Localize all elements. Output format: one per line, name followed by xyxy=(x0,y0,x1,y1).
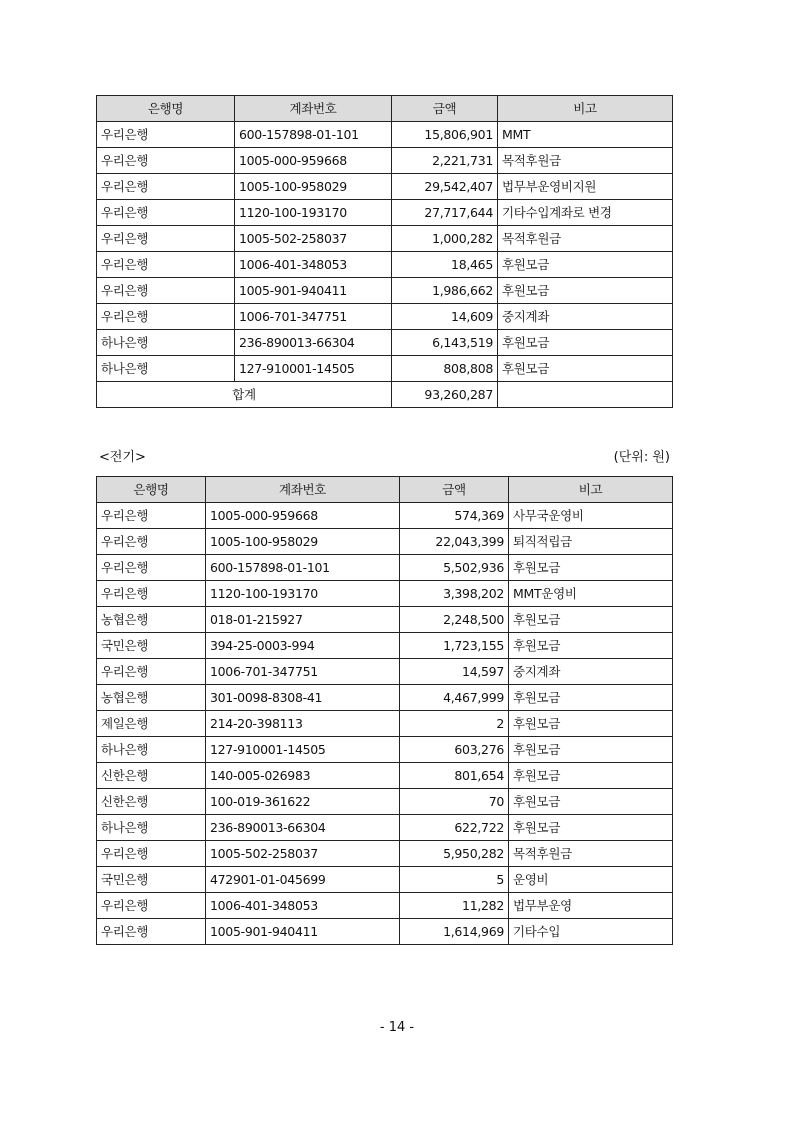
amount-cell: 1,000,282 xyxy=(392,226,498,252)
amount-cell: 6,143,519 xyxy=(392,330,498,356)
account-number-cell: 1006-701-347751 xyxy=(235,304,392,330)
bank-name-cell: 우리은행 xyxy=(97,226,235,252)
note-cell: 법무부운영비지원 xyxy=(498,174,673,200)
amount-cell: 70 xyxy=(400,789,509,815)
bank-name-cell: 우리은행 xyxy=(97,659,206,685)
note-cell: 후원모금 xyxy=(509,555,673,581)
note-cell: 후원모금 xyxy=(509,607,673,633)
account-number-cell: 1006-401-348053 xyxy=(235,252,392,278)
table-row xyxy=(97,659,673,685)
account-number-cell: 301-0098-8308-41 xyxy=(206,685,400,711)
account-number-cell: 472901-01-045699 xyxy=(206,867,400,893)
account-number-cell: 1005-100-958029 xyxy=(235,174,392,200)
amount-cell: 11,282 xyxy=(400,893,509,919)
account-number-cell: 1005-901-940411 xyxy=(206,919,400,945)
bank-name-cell: 우리은행 xyxy=(97,581,206,607)
total-note-cell xyxy=(498,382,673,408)
bank-name-cell: 신한은행 xyxy=(97,789,206,815)
account-number-cell: 018-01-215927 xyxy=(206,607,400,633)
total-value: 93,260,287 xyxy=(392,382,498,408)
amount-cell: 2,248,500 xyxy=(400,607,509,633)
account-number-cell: 1120-100-193170 xyxy=(206,581,400,607)
amount-cell: 808,808 xyxy=(392,356,498,382)
bank-name-cell: 우리은행 xyxy=(97,304,235,330)
account-number-cell: 236-890013-66304 xyxy=(235,330,392,356)
table-row xyxy=(97,789,673,815)
account-number-cell: 236-890013-66304 xyxy=(206,815,400,841)
note-cell: 후원모금 xyxy=(498,252,673,278)
bank-name-cell: 우리은행 xyxy=(97,503,206,529)
table-row xyxy=(97,633,673,659)
amount-cell: 3,398,202 xyxy=(400,581,509,607)
table-row xyxy=(97,122,673,148)
account-number-cell: 394-25-0003-994 xyxy=(206,633,400,659)
table-row xyxy=(97,174,673,200)
note-cell: 중지계좌 xyxy=(509,659,673,685)
note-cell: 법무부운영 xyxy=(509,893,673,919)
amount-cell: 15,806,901 xyxy=(392,122,498,148)
note-cell: 후원모금 xyxy=(509,763,673,789)
previous-accounts-table xyxy=(96,476,673,945)
table-row xyxy=(97,737,673,763)
account-number-cell: 1006-701-347751 xyxy=(206,659,400,685)
column-header: 계좌번호 xyxy=(235,96,392,122)
bank-name-cell: 우리은행 xyxy=(97,148,235,174)
table-row xyxy=(97,555,673,581)
section-title: <전기> xyxy=(99,450,146,465)
total-label: 합계 xyxy=(97,382,392,408)
note-cell: 운영비 xyxy=(509,867,673,893)
note-cell: 후원모금 xyxy=(509,633,673,659)
total-row xyxy=(97,382,673,408)
table-row xyxy=(97,919,673,945)
amount-cell: 22,043,399 xyxy=(400,529,509,555)
table-row xyxy=(97,581,673,607)
account-number-cell: 127-910001-14505 xyxy=(235,356,392,382)
account-number-cell: 1006-401-348053 xyxy=(206,893,400,919)
amount-cell: 2 xyxy=(400,711,509,737)
account-number-cell: 1005-502-258037 xyxy=(235,226,392,252)
note-cell: 후원모금 xyxy=(509,711,673,737)
bank-name-cell: 하나은행 xyxy=(97,737,206,763)
column-header: 비고 xyxy=(498,96,673,122)
note-cell: MMT운영비 xyxy=(509,581,673,607)
bank-name-cell: 우리은행 xyxy=(97,529,206,555)
amount-cell: 1,986,662 xyxy=(392,278,498,304)
amount-cell: 1,614,969 xyxy=(400,919,509,945)
amount-cell: 801,654 xyxy=(400,763,509,789)
bank-name-cell: 우리은행 xyxy=(97,278,235,304)
account-number-cell: 1005-502-258037 xyxy=(206,841,400,867)
bank-name-cell: 하나은행 xyxy=(97,815,206,841)
account-number-cell: 1120-100-193170 xyxy=(235,200,392,226)
note-cell: 후원모금 xyxy=(509,815,673,841)
bank-name-cell: 제일은행 xyxy=(97,711,206,737)
bank-name-cell: 하나은행 xyxy=(97,330,235,356)
bank-name-cell: 우리은행 xyxy=(97,252,235,278)
note-cell: 기타수입계좌로 변경 xyxy=(498,200,673,226)
column-header: 은행명 xyxy=(97,96,235,122)
note-cell: 후원모금 xyxy=(498,356,673,382)
account-number-cell: 214-20-398113 xyxy=(206,711,400,737)
amount-cell: 5 xyxy=(400,867,509,893)
note-cell: 사무국운영비 xyxy=(509,503,673,529)
unit-label: (단위: 원) xyxy=(613,450,670,465)
table-row xyxy=(97,200,673,226)
account-number-cell: 1005-000-959668 xyxy=(206,503,400,529)
amount-cell: 622,722 xyxy=(400,815,509,841)
table-row xyxy=(97,330,673,356)
amount-cell: 1,723,155 xyxy=(400,633,509,659)
note-cell: 퇴직적립금 xyxy=(509,529,673,555)
bank-name-cell: 농협은행 xyxy=(97,607,206,633)
column-header: 계좌번호 xyxy=(206,477,400,503)
account-number-cell: 140-005-026983 xyxy=(206,763,400,789)
bank-name-cell: 우리은행 xyxy=(97,122,235,148)
column-header: 금액 xyxy=(400,477,509,503)
column-header: 금액 xyxy=(392,96,498,122)
amount-cell: 5,950,282 xyxy=(400,841,509,867)
table-row xyxy=(97,278,673,304)
note-cell: 목적후원금 xyxy=(498,148,673,174)
table-row xyxy=(97,226,673,252)
bank-name-cell: 우리은행 xyxy=(97,174,235,200)
table-row xyxy=(97,356,673,382)
amount-cell: 574,369 xyxy=(400,503,509,529)
bank-name-cell: 하나은행 xyxy=(97,356,235,382)
note-cell: MMT xyxy=(498,122,673,148)
bank-name-cell: 우리은행 xyxy=(97,893,206,919)
bank-name-cell: 국민은행 xyxy=(97,867,206,893)
amount-cell: 4,467,999 xyxy=(400,685,509,711)
account-number-cell: 1005-000-959668 xyxy=(235,148,392,174)
table-row xyxy=(97,148,673,174)
table-row xyxy=(97,252,673,278)
table-row xyxy=(97,711,673,737)
note-cell: 후원모금 xyxy=(509,685,673,711)
bank-name-cell: 신한은행 xyxy=(97,763,206,789)
note-cell: 기타수입 xyxy=(509,919,673,945)
account-number-cell: 100-019-361622 xyxy=(206,789,400,815)
note-cell: 목적후원금 xyxy=(509,841,673,867)
current-accounts-table xyxy=(96,95,673,408)
table-row xyxy=(97,815,673,841)
account-number-cell: 1005-100-958029 xyxy=(206,529,400,555)
amount-cell: 5,502,936 xyxy=(400,555,509,581)
table-row xyxy=(97,893,673,919)
table-row xyxy=(97,867,673,893)
bank-name-cell: 국민은행 xyxy=(97,633,206,659)
amount-cell: 14,609 xyxy=(392,304,498,330)
amount-cell: 2,221,731 xyxy=(392,148,498,174)
amount-cell: 603,276 xyxy=(400,737,509,763)
table-header-row xyxy=(97,96,673,122)
amount-cell: 29,542,407 xyxy=(392,174,498,200)
note-cell: 후원모금 xyxy=(509,737,673,763)
note-cell: 후원모금 xyxy=(498,330,673,356)
note-cell: 후원모금 xyxy=(498,278,673,304)
amount-cell: 27,717,644 xyxy=(392,200,498,226)
table-row xyxy=(97,304,673,330)
table-row xyxy=(97,763,673,789)
table-header-row xyxy=(97,477,673,503)
table-row xyxy=(97,607,673,633)
account-number-cell: 127-910001-14505 xyxy=(206,737,400,763)
table-row xyxy=(97,841,673,867)
bank-name-cell: 농협은행 xyxy=(97,685,206,711)
note-cell: 중지계좌 xyxy=(498,304,673,330)
account-number-cell: 1005-901-940411 xyxy=(235,278,392,304)
bank-name-cell: 우리은행 xyxy=(97,200,235,226)
amount-cell: 18,465 xyxy=(392,252,498,278)
amount-cell: 14,597 xyxy=(400,659,509,685)
page-number: - 14 - xyxy=(379,1020,415,1035)
account-number-cell: 600-157898-01-101 xyxy=(235,122,392,148)
bank-name-cell: 우리은행 xyxy=(97,841,206,867)
column-header: 은행명 xyxy=(97,477,206,503)
bank-name-cell: 우리은행 xyxy=(97,919,206,945)
column-header: 비고 xyxy=(509,477,673,503)
table-row xyxy=(97,685,673,711)
bank-name-cell: 우리은행 xyxy=(97,555,206,581)
table-row xyxy=(97,529,673,555)
table-row xyxy=(97,503,673,529)
account-number-cell: 600-157898-01-101 xyxy=(206,555,400,581)
note-cell: 목적후원금 xyxy=(498,226,673,252)
note-cell: 후원모금 xyxy=(509,789,673,815)
